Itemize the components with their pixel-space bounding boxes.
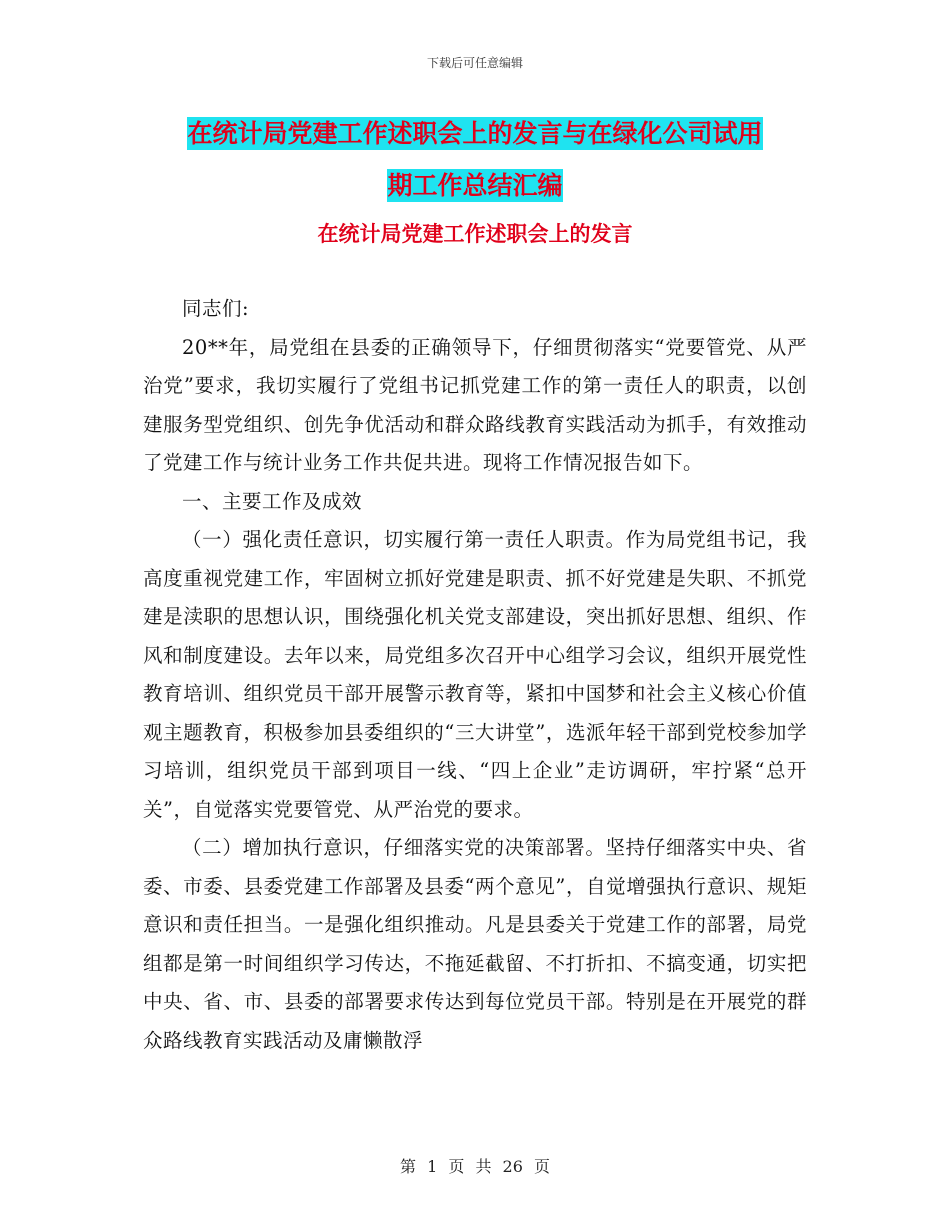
page-number-footer: 第 1 页 共 26 页 xyxy=(400,1157,550,1176)
document-title-line2: 期工作总结汇编 xyxy=(387,171,563,200)
body-paragraph: （一）强化责任意识，切实履行第一责任人职责。作为局党组书记，我高度重视党建工作，牢固树立抓好党建是职责、抓不好党建是失职、不抓党建是渎职的思想认识，围绕强化机关党支部建设，突出抓好思想、组织、作风和制度建设。去年以来，局党组多次召开中心组学习会议，组织开展党性教育培训、组织党员干部开展警示教育等，紧扣中国梦和社会主义核心价值观主题教育，积极参加县委组织的“三大讲堂”，选派年轻干部到党校参加学习培训，组织党员干部到项目一线、“四上企业”走访调研，牢拧紧“总开关”，自觉落实党要管党、从严治党的要求。 xyxy=(143,528,807,821)
document-body xyxy=(143,290,807,1060)
document-title xyxy=(140,108,810,212)
salutation-paragraph: 同志们: xyxy=(182,297,250,320)
intro-paragraph: 20**年，局党组在县委的正确领导下，仔细贯彻落实“党要管党、从严治党”要求，我切实履行了党组书记抓党建工作的第一责任人的职责，以创建服务型党组织、创先争优活动和群众路线教育实践活动为抓手，有效推动了党建工作与统计业务工作共促共进。现将工作情况报告如下。 xyxy=(143,335,807,474)
heading-paragraph: 一、主要工作及成效 xyxy=(182,489,363,513)
page-header-note: 下载后可任意编辑 xyxy=(426,56,523,70)
section-title: 在统计局党建工作述职会上的发言 xyxy=(317,222,633,246)
body-paragraph: （二）增加执行意识，仔细落实党的决策部署。坚持仔细落实中央、省委、市委、县委党建工作部署及县委“两个意见”，自觉增强执行意识、规矩意识和责任担当。一是强化组织推动。凡是县委关于党建工作的部署，局党组都是第一时间组织学习传达，不拖延截留、不打折扣、不搞变通，切实把中央、省、市、县委的部署要求传达到每位党员干部。特别是在开展党的群众路线教育实践活动及庸懒散浮 xyxy=(143,836,807,1052)
document-title-line1: 在统计局党建工作述职会上的发言与在绿化公司试用 xyxy=(187,119,763,148)
